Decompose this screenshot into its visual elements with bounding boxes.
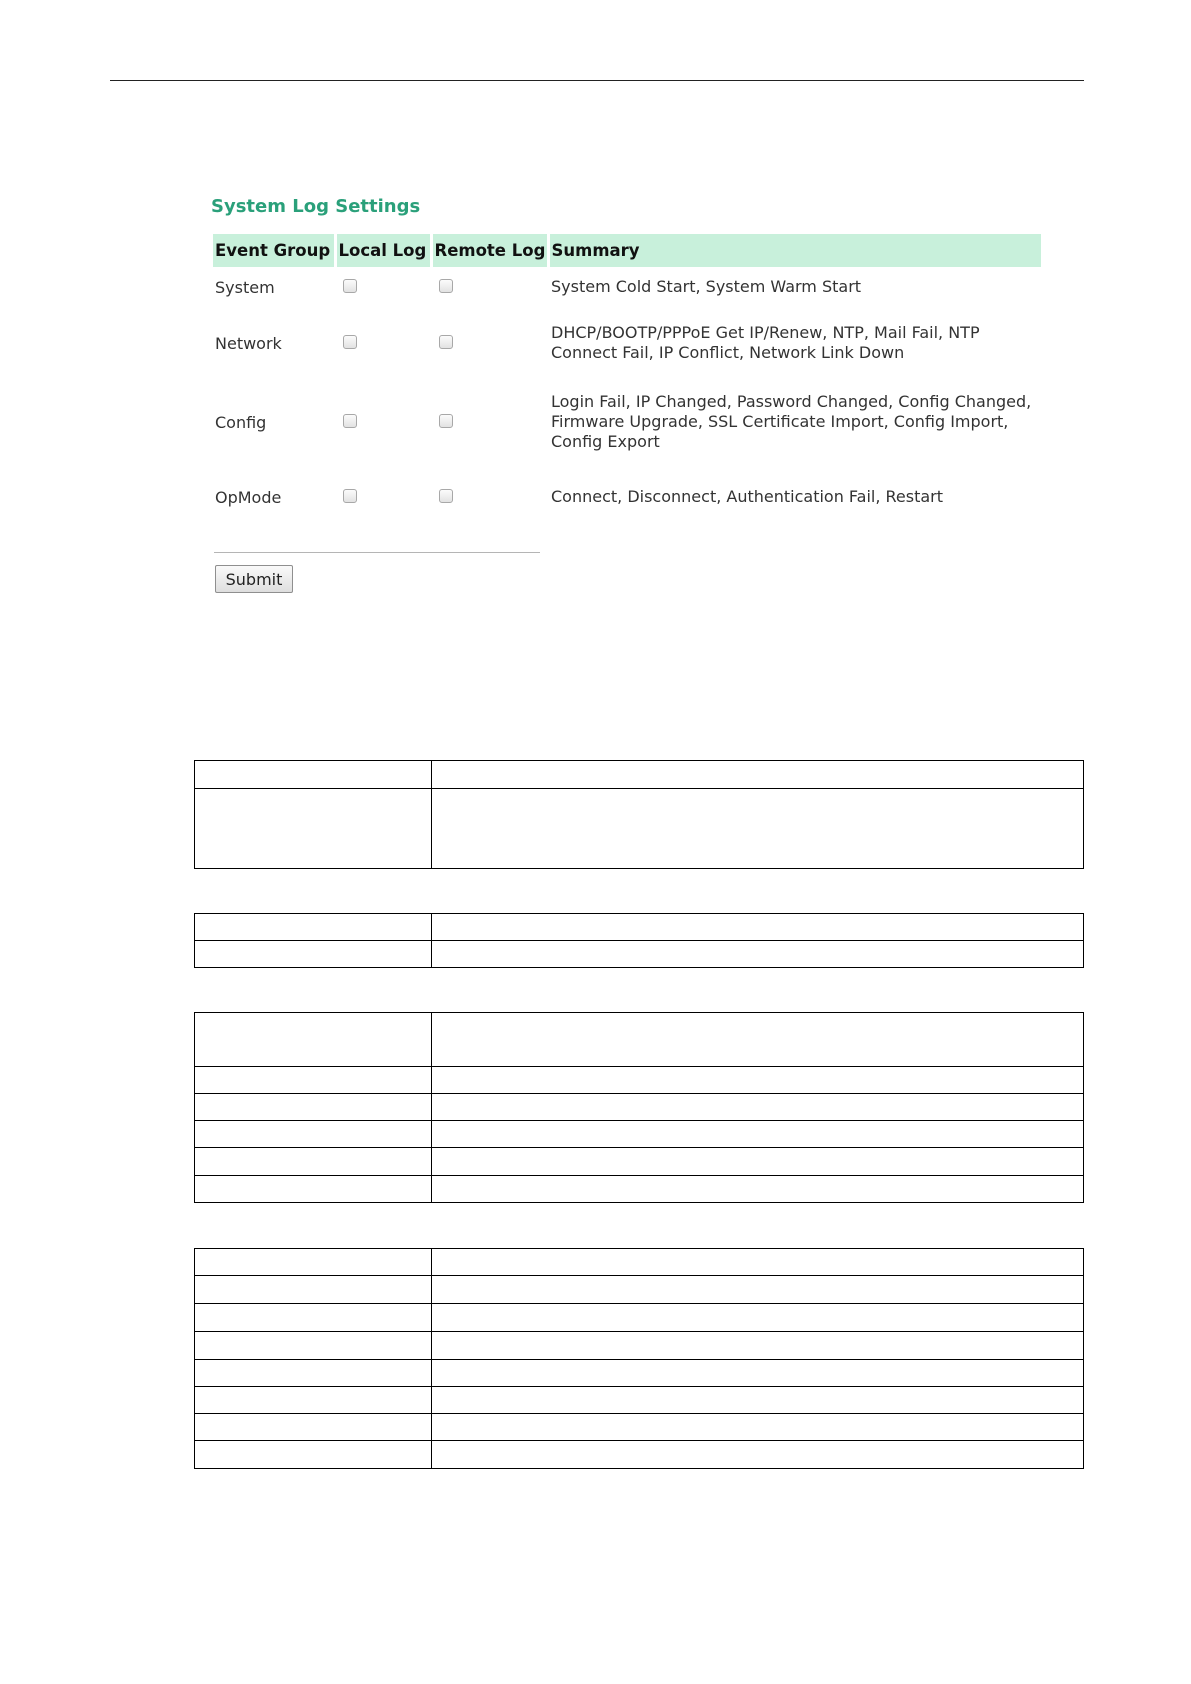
event-group-label: OpMode	[215, 487, 282, 507]
column-header-remote-log: Remote Log	[431, 234, 548, 267]
column-header-summary: Summary	[548, 234, 1041, 267]
column-header-local-log: Local Log	[335, 234, 431, 267]
event-group-label: System	[215, 277, 275, 297]
panel-title: System Log Settings	[211, 196, 421, 217]
event-summary: DHCP/BOOTP/PPPoE Get IP/Renew, NTP, Mail Fail, NTP Connect Fail, IP Conflict, Network Link Down	[551, 323, 980, 362]
system-log-table	[213, 234, 1041, 529]
column-header-event-group: Event Group	[213, 234, 335, 267]
event-summary: Login Fail, IP Changed, Password Changed, Config Changed, Firmware Upgrade, SSL Certificate Import, Config Import, Config Export	[551, 392, 1032, 451]
event-group-label: Config	[215, 412, 267, 432]
table-row-opmode	[213, 465, 1041, 529]
empty-table-1	[194, 760, 1084, 869]
empty-table-2	[194, 913, 1084, 968]
local-log-checkbox-config[interactable]	[343, 414, 357, 428]
empty-table-4	[194, 1248, 1084, 1469]
event-summary: Connect, Disconnect, Authentication Fail, Restart	[551, 487, 944, 506]
system-log-settings-panel	[206, 190, 1046, 610]
local-log-checkbox-network[interactable]	[343, 335, 357, 349]
remote-log-checkbox-opmode[interactable]	[439, 489, 453, 503]
table-header-row	[213, 234, 1041, 267]
table-row-system	[213, 267, 1041, 307]
submit-button[interactable]: Submit	[215, 565, 293, 593]
event-group-label: Network	[215, 333, 282, 353]
page-header-rule	[110, 80, 1084, 81]
event-summary: System Cold Start, System Warm Start	[551, 277, 862, 296]
remote-log-checkbox-network[interactable]	[439, 335, 453, 349]
local-log-checkbox-system[interactable]	[343, 279, 357, 293]
form-separator	[214, 552, 540, 553]
table-row-network	[213, 307, 1041, 379]
table-row-config	[213, 379, 1041, 465]
local-log-checkbox-opmode[interactable]	[343, 489, 357, 503]
remote-log-checkbox-config[interactable]	[439, 414, 453, 428]
empty-table-3	[194, 1012, 1084, 1203]
remote-log-checkbox-system[interactable]	[439, 279, 453, 293]
